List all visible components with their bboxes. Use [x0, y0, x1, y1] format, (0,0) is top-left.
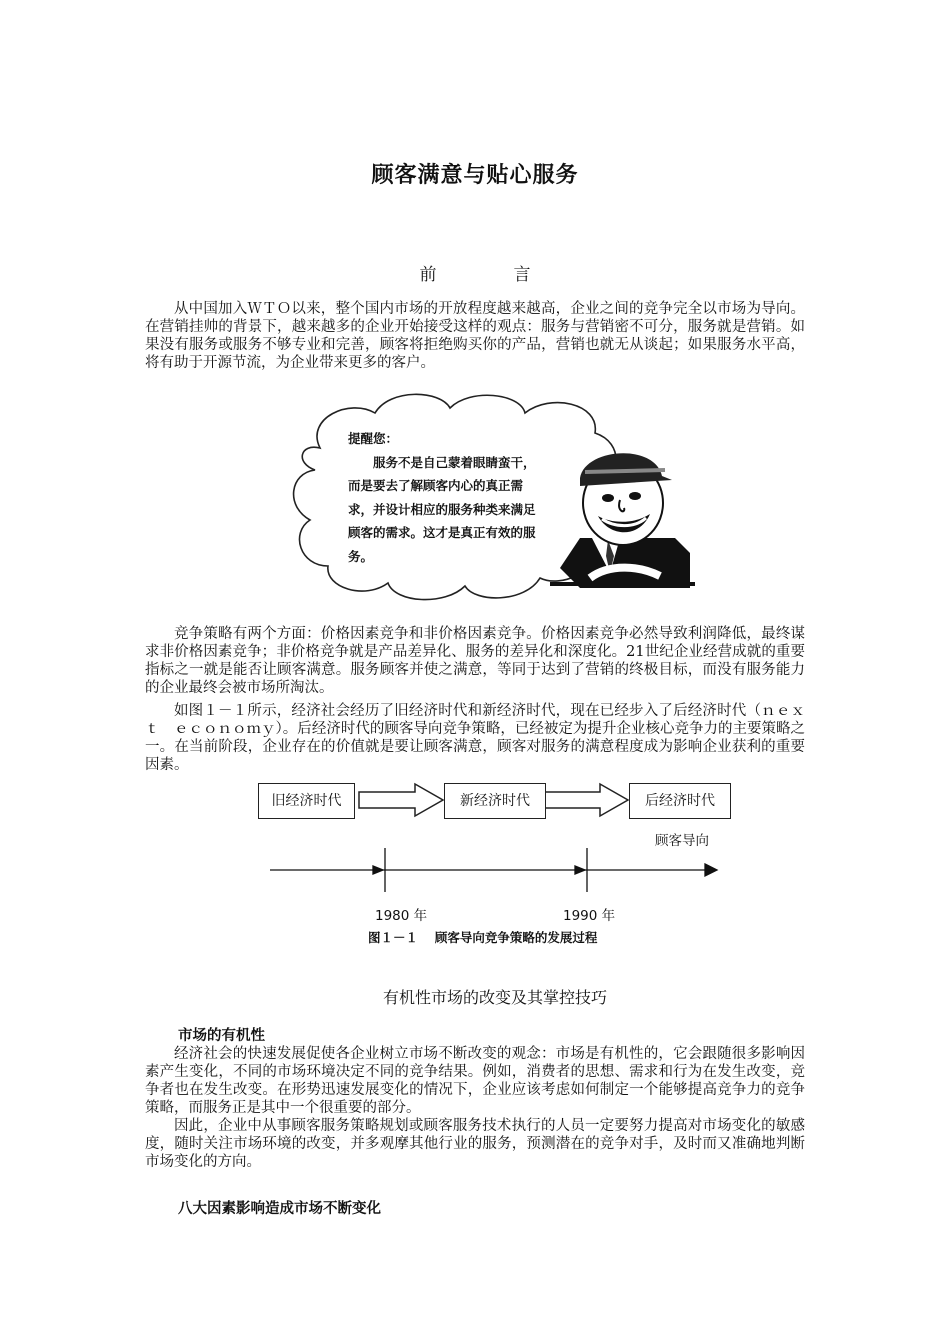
paragraph-2-text: 竞争策略有两个方面：价格因素竞争和非价格因素竞争。价格因素竞争必然导致利润降低，最终谋求非价格因素竞争；非价格竞争就是产品差异化、服务的差异化和深度化。21世纪企业经营成就的重要指标之一就是能否让顾客满意。服务顾客并使之满意，等同于达到了营销的终极目标，而没有服务能力的企业最终会被市场所淘汰。	[145, 626, 805, 696]
reminder-body: 服务不是自己蒙着眼睛蛮干，而是要去了解顾客内心的真正需求，并设计相应的服务种类来满足顾客的需求。这才是真正有效的服务。	[348, 454, 536, 564]
year-1990-label: 1990 年	[563, 908, 616, 924]
subsection-1-p2: 因此，企业中从事顾客服务策略规划或顾客服务技术执行的人员一定要努力提高对市场变化的敏感度，随时关注市场环境的改变，并多观摩其他行业的服务，预测潜在的竞争对手，及时而又准确地判断市场变化的方向。	[145, 1118, 805, 1170]
document-title: 顾客满意与贴心服务	[371, 163, 579, 188]
figure-caption: 图１－１ 顾客导向竞争策略的发展过程	[368, 930, 598, 945]
old-economy-box: 旧经济时代	[258, 783, 355, 819]
year-1980-label: 1980 年	[375, 908, 428, 924]
section-title: 有机性市场的改变及其掌控技巧	[382, 988, 607, 1007]
new-economy-box: 新经济时代	[444, 783, 546, 819]
paragraph-2	[145, 625, 805, 697]
reminder-text-block	[348, 427, 544, 568]
timeline-axis	[270, 848, 717, 892]
subsection-1-body	[145, 1045, 805, 1171]
customer-orientation-label: 顾客导向	[655, 833, 709, 849]
intro-paragraph	[145, 300, 805, 372]
preface-heading: 前 言	[419, 265, 561, 285]
reminder-heading: 提醒您：	[348, 431, 399, 446]
process-arrow-1	[359, 784, 443, 816]
post-economy-box: 后经济时代	[629, 783, 731, 819]
paragraph-3-text: 如图１－１所示，经济社会经历了旧经济时代和新经济时代，现在已经步入了后经济时代（ｎｅｘｔ ｅｃｏｎｏｍｙ）。后经济时代的顾客导向竞争策略，已经被定为提升企业核心竞争力的主要策略之一。在当前阶段，企业存在的价值就是要让顾客满意，顾客对服务的满意程度成为影响企业获利的重要因素。	[145, 703, 805, 773]
process-arrow-2	[545, 784, 628, 816]
subsection-1-heading: 市场的有机性	[178, 1028, 265, 1044]
subsection-2-heading: 八大因素影响造成市场不断变化	[178, 1201, 381, 1217]
intro-text: 从中国加入ＷＴＯ以来，整个国内市场的开放程度越来越高，企业之间的竞争完全以市场为导向。在营销挂帅的背景下，越来越多的企业开始接受这样的观点：服务与营销密不可分，服务就是营销。如果没有服务或服务不够专业和完善，顾客将拒绝购买你的产品，营销也就无从谈起；如果服务水平高，将有助于开源节流，为企业带来更多的客户。	[145, 301, 805, 371]
paragraph-3	[145, 702, 805, 774]
subsection-1-p1: 经济社会的快速发展促使各企业树立市场不断改变的观念：市场是有机性的，它会跟随很多影响因素产生变化，不同的市场环境决定不同的竞争结果。例如，消费者的思想、需求和行为在发生改变，竞争者也在发生改变。在形势迅速发展变化的情况下，企业应该考虑如何制定一个能够提高竞争力的竞争策略，而服务正是其中一个很重要的部分。	[145, 1046, 805, 1116]
